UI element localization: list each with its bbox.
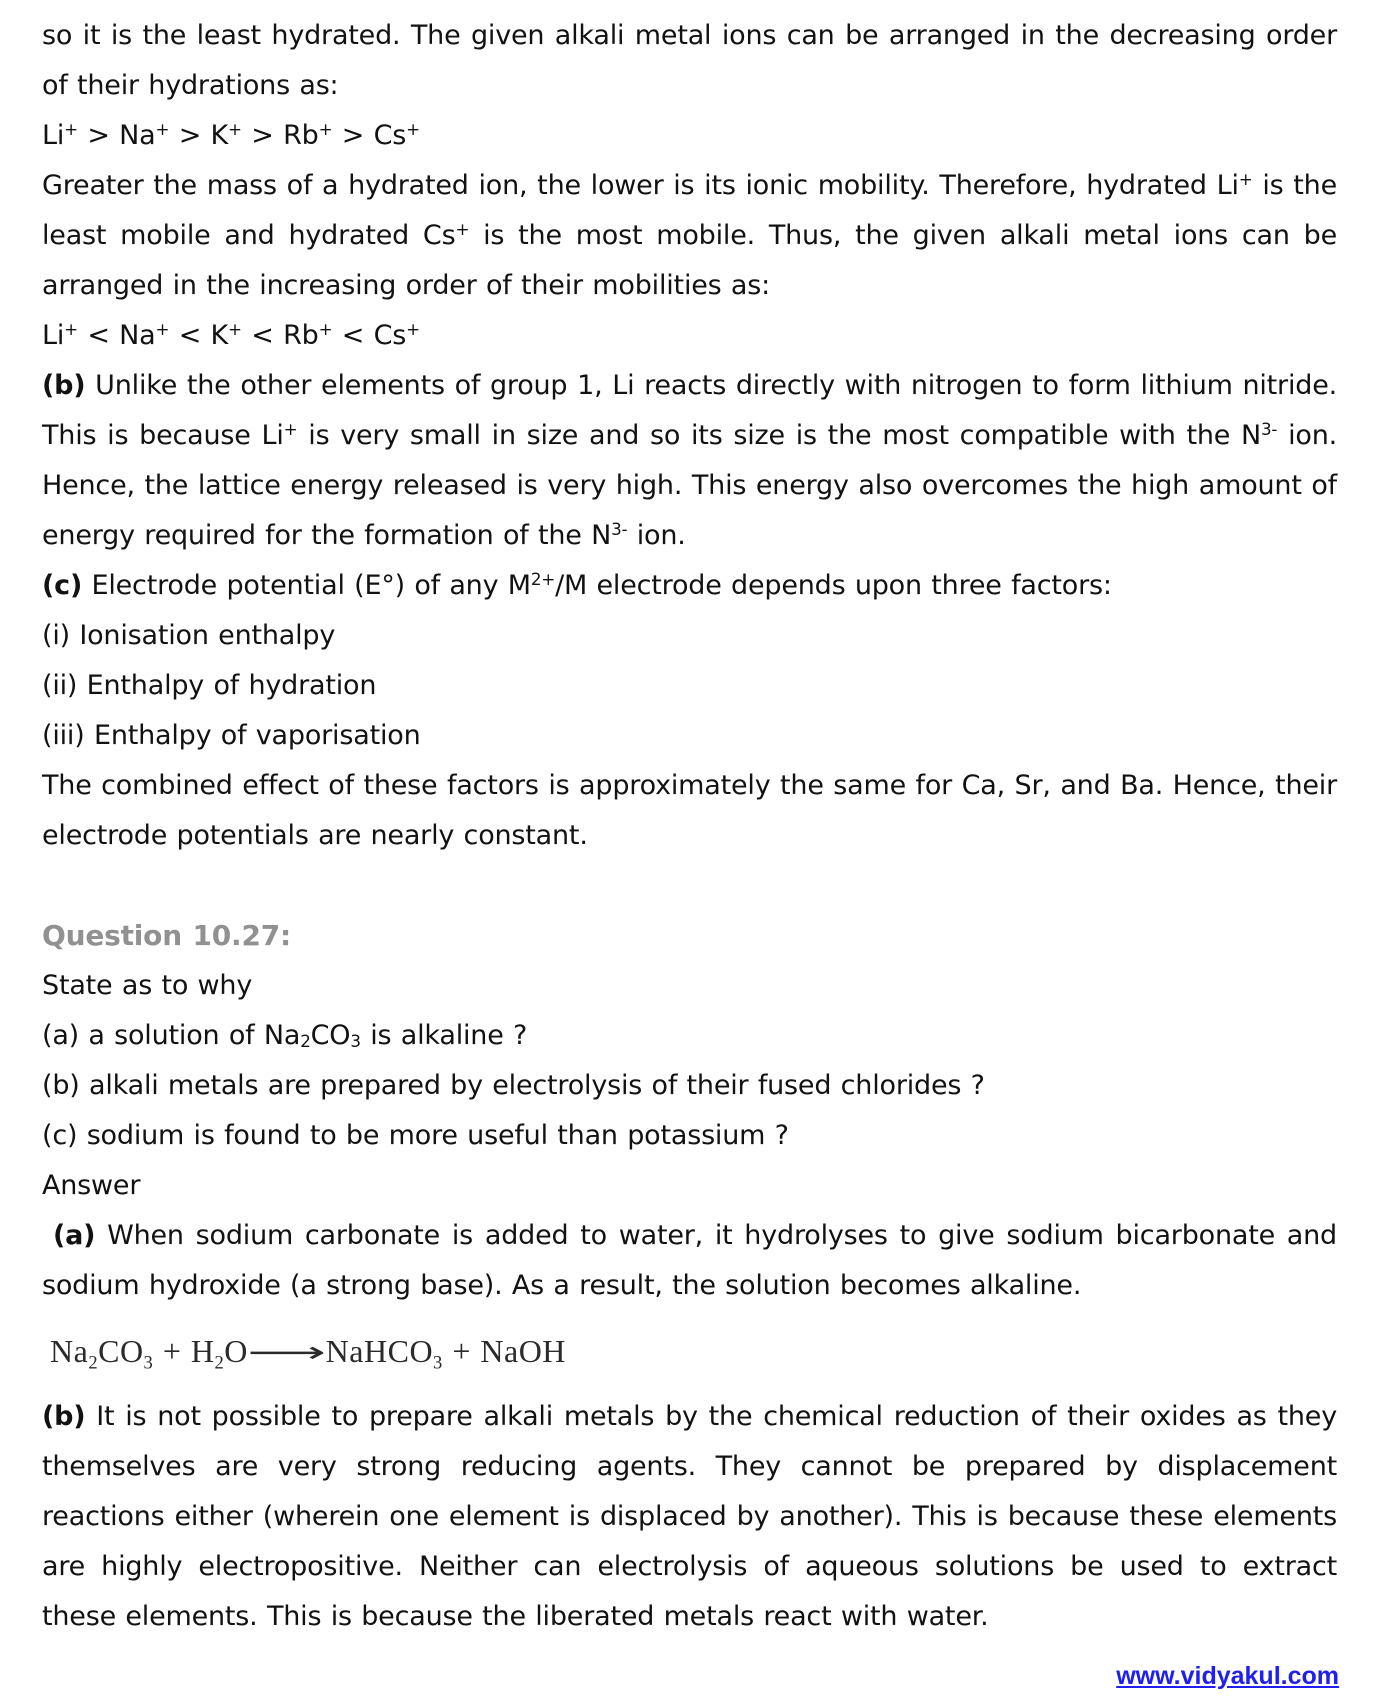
paragraph: (ii) Enthalpy of hydration: [42, 670, 377, 701]
paragraph: (b) Unlike the other elements of group 1, Li reacts directly with nitrogen to form lithium nitride. This is because Li+ is very small in size and so its size is the most compatible with the $N^{3-}$ ion. Hence, the lattice energy released is very high. This energy also overcomes the high amount of energy required for the formation of the $N^{3-}$ ion.: [42, 370, 1337, 551]
paragraph: (i) Ionisation enthalpy: [42, 620, 336, 651]
paragraph: Greater the mass of a hydrated ion, the lower is its ionic mobility. Therefore, hydrated Li+ is the least mobile and hydrated Cs+ is the most mobile. Thus, the given alkali metal ions can be arranged in the increasing order of their mobilities as:: [42, 168, 1337, 301]
paragraph: The combined effect of these factors is approximately the same for Ca, Sr, and Ba. Hence, their electrode potentials are nearly constant.: [42, 770, 1337, 851]
paragraph: Li+ < Na+ < K+ < Rb+ < Cs+: [42, 318, 420, 351]
paragraph: (iii) Enthalpy of vaporisation: [42, 720, 421, 751]
paragraph: so it is the least hydrated. The given alkali metal ions can be arranged in the decreasing order of their hydrations as:: [42, 20, 1337, 101]
paragraph: (a) When sodium carbonate is added to water, it hydrolyses to give sodium bicarbonate and sodium hydroxide (a strong base). As a result, the solution becomes alkaline.: [42, 1220, 1337, 1301]
chemical-equation: $Na_2CO_3$ + $H_2O⟶NaHCO_3$ + NaOH: [50, 1323, 1337, 1380]
paragraph: (b) alkali metals are prepared by electrolysis of their fused chlorides ?: [42, 1070, 985, 1101]
paragraph: (b) It is not possible to prepare alkali metals by the chemical reduction of their oxides as they themselves are very strong reducing agents. They cannot be prepared by displacement reactions either (wherein one element is displaced by another). This is because these elements are highly electropositive. Neither can electrolysis of aqueous solutions be used to extract these elements. This is because the liberated metals react with water.: [42, 1401, 1337, 1632]
footer-link[interactable]: www.vidyakul.com: [1116, 1662, 1339, 1690]
long-right-arrow-icon: ⟶: [247, 1335, 327, 1369]
paragraph: (c) sodium is found to be more useful than potassium ?: [42, 1120, 789, 1151]
question-heading: Question 10.27:: [42, 919, 292, 952]
paragraph: Answer: [42, 1170, 141, 1201]
paragraph: (c) Electrode potential (E°) of any $M^{2+}/M$ electrode depends upon three factors:: [42, 568, 1112, 601]
paragraph: (a) a solution of $Na_2CO_3$ is alkaline ?: [42, 1020, 528, 1051]
paragraph: Li+ > Na+ > K+ > Rb+ > Cs+: [42, 118, 420, 151]
paragraph: State as to why: [42, 970, 253, 1001]
